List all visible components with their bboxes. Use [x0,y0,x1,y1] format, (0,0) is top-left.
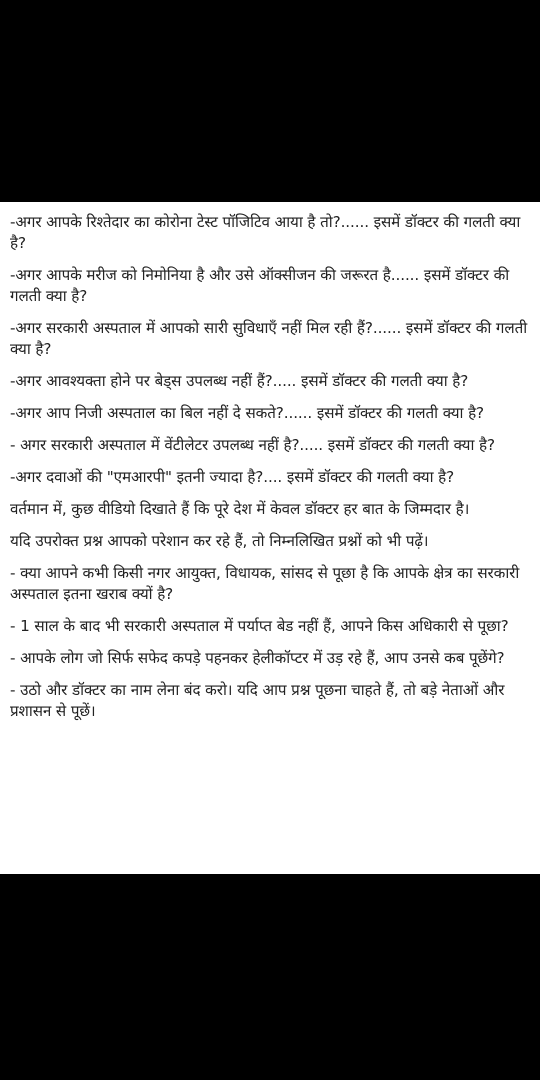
question-hospital-facilities: -अगर सरकारी अस्पताल में आपको सारी सुविधाएँ नहीं मिल रही हैं?...... इसमें डॉक्टर की गलती क्या है? [10,319,528,358]
statement-read-following: यदि उपरोक्त प्रश्न आपको परेशान कर रहे हैं, तो निम्नलिखित प्रश्नों को भी पढ़ें। [10,532,429,550]
question-private-hospital-bill: -अगर आप निजी अस्पताल का बिल नहीं दे सकते?...... इसमें डॉक्टर की गलती क्या है? [10,404,485,422]
question-medicine-mrp: -अगर दवाओं की "एमआरपी" इतनी ज्यादा है?.... इसमें डॉक्टर की गलती क्या है? [10,468,455,486]
statement-videos-blame: वर्तमान में, कुछ वीडियो दिखाते हैं कि पूरे देश में केवल डॉक्टर हर बात के जिम्मदार है। [10,500,470,518]
statement-stop-blaming: - उठो और डॉक्टर का नाम लेना बंद करो। यदि आप प्रश्न पूछना चाहते हैं, तो बड़े नेताओं और प्रशासन से पूछें। [10,681,505,720]
question-beds-after-year: - 1 साल के बाद भी सरकारी अस्पताल में पर्याप्त बेड नहीं हैं, आपने किस अधिकारी से पूछा? [10,617,509,635]
question-helicopter-leaders: - आपके लोग जो सिर्फ सफेद कपड़े पहनकर हेलीकॉप्टर में उड़ रहे हैं, आप उनसे कब पूछेंगे? [10,649,505,667]
question-ventilator: - अगर सरकारी अस्पताल में वेंटीलेटर उपलब्ध नहीं है?..... इसमें डॉक्टर की गलती क्या है? [10,436,495,454]
question-covid-test: -अगर आपके रिश्तेदार का कोरोना टेस्ट पॉजिटिव आया है तो?...... इसमें डॉक्टर की गलती क्या है? [10,213,521,252]
question-pneumonia-oxygen: -अगर आपके मरीज को निमोनिया है और उसे ऑक्सीजन की जरूरत है...... इसमें डॉक्टर की गलती क्या है? [10,266,510,305]
question-beds-unavailable: -अगर आवश्यक्ता होने पर बेड्स उपलब्ध नहीं हैं?..... इसमें डॉक्टर की गलती क्या है? [10,372,469,390]
question-asked-officials: - क्या आपने कभी किसी नगर आयुक्त, विधायक, सांसद से पूछा है कि आपके क्षेत्र का सरकारी अस्पताल इतना खराब क्यों है? [10,564,520,603]
text-image-panel [0,202,540,874]
